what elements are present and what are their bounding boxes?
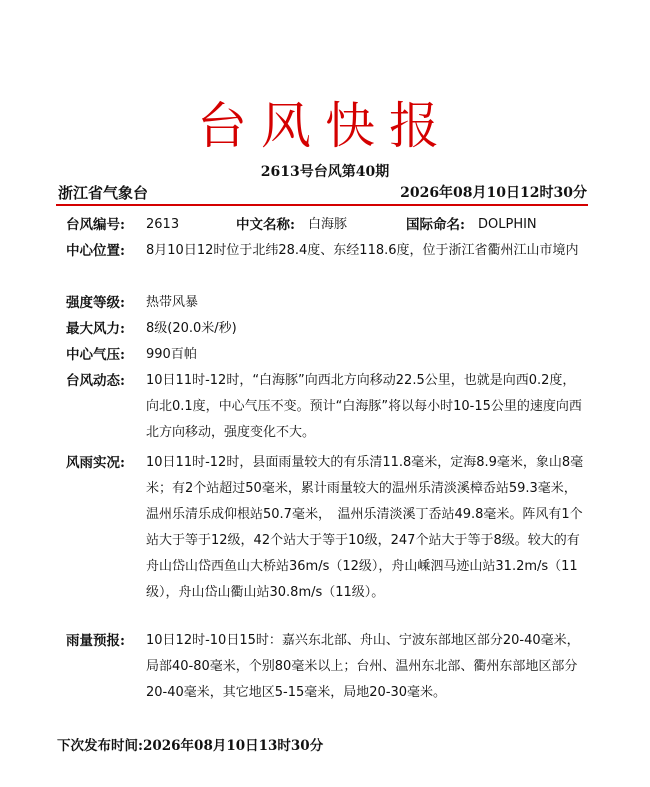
field-value: 10日11时-12时，县面雨量较大的有乐清11.8毫米，定海8.9毫米，象山8毫米；有2个站超过50毫米，累计雨量较大的温州乐清淡溪樟岙站59.3毫米， 温州乐清乐成仰根站50.7毫米， 温州乐清淡溪丁岙站49.8毫米。阵风有1个站大于等于12级，42个站大于等于10级，247个站大于等于8级。较大的有舟山岱山岱西鱼山大桥站36m/s（12级），舟山嵊泗马迹山站31.2m/s（11级），舟山岱山衢山站30.8m/s（11级）。 — [146, 455, 584, 600]
field-label: 最大风力: — [66, 321, 125, 337]
next-release — [57, 734, 323, 758]
intl-name-label: 国际命名: — [406, 217, 465, 233]
field-intensity — [66, 290, 586, 316]
field-position — [66, 238, 586, 264]
field-value: 990百帕 — [146, 347, 197, 362]
field-value: 10日12时-10日15时：嘉兴东北部、舟山、宁波东部地区部分20-40毫米，局部40-80毫米，个别80毫米以上；台州、温州东北部、衢州东部地区部分20-40毫米，其它地区5-15毫米，局地20-30毫米。 — [146, 633, 580, 700]
field-label: 台风动态: — [66, 373, 125, 389]
intl-name: DOLPHIN — [478, 217, 537, 232]
field-label: 风雨实况: — [66, 455, 125, 471]
cn-name-label: 中文名称: — [236, 217, 295, 233]
field-label: 中心位置: — [66, 243, 125, 259]
field-max-wind — [66, 316, 586, 342]
cn-name: 白海豚 — [308, 217, 348, 232]
report-title: 台风快报 — [197, 97, 453, 155]
field-value: 8级(20.0米/秒) — [146, 321, 237, 336]
next-release-time: 2026年08月10日13时30分 — [142, 738, 324, 754]
field-label: 雨量预报: — [66, 633, 125, 649]
field-pressure — [66, 342, 586, 368]
field-label: 强度等级: — [66, 295, 125, 311]
field-observed — [66, 450, 586, 606]
field-movement — [66, 368, 586, 446]
field-label: 中心气压: — [66, 347, 125, 363]
field-value: 热带风暴 — [146, 295, 199, 310]
field-forecast — [66, 628, 586, 706]
header-divider — [56, 204, 588, 206]
field-value: 8月10日12时位于北纬28.4度、东经118.6度，位于浙江省衢州江山市境内 — [146, 243, 579, 258]
issue-datetime: 2026年08月10日12时30分 — [400, 185, 587, 201]
next-release-label: 下次发布时间: — [57, 738, 143, 754]
typhoon-id-row — [66, 212, 586, 238]
field-value: 10日11时-12时，“白海豚”向西北方向移动22.5公里，也就是向西0.2度，向北0.1度，中心气压不变。预计“白海豚”将以每小时10-15公里的速度向西北方向移动，强度变化不大。 — [146, 373, 582, 440]
typhoon-number: 2613 — [146, 217, 180, 232]
agency-name: 浙江省气象台 — [58, 184, 149, 202]
issue-number: 2613号台风第40期 — [260, 164, 390, 180]
typhoon-number-label: 台风编号: — [66, 217, 125, 233]
